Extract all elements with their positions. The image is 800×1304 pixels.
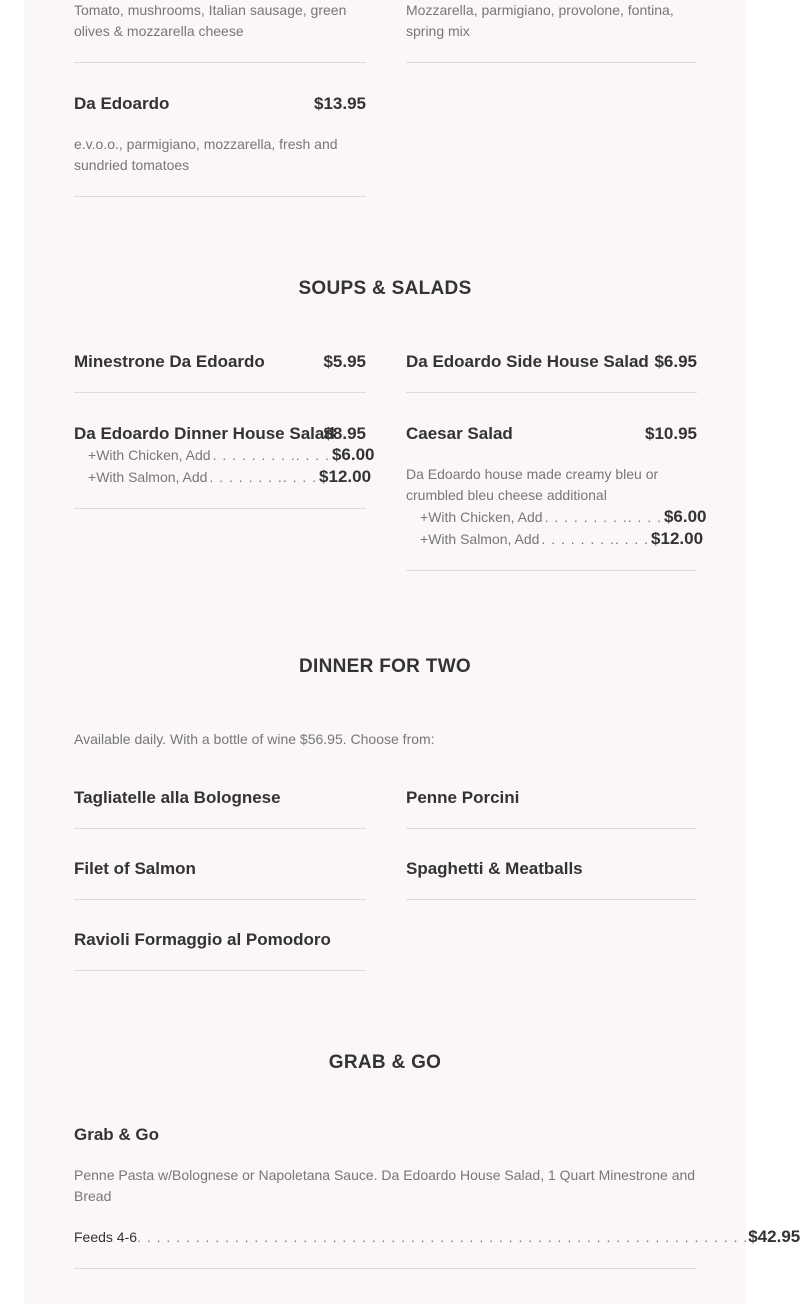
- addon-row: [406, 507, 707, 527]
- divider: [406, 570, 697, 571]
- addon-row: [74, 445, 375, 465]
- section-intro: Available daily. With a bottle of wine $56.95. Choose from:: [74, 731, 435, 747]
- menu-item-name: Grab & Go: [74, 1125, 160, 1144]
- pizza-left-description: Tomato, mushrooms, Italian sausage, green olives & mozzarella cheese: [74, 2, 347, 39]
- section-heading-dinner-for-two: DINNER FOR TWO: [298, 656, 472, 677]
- menu-item-price: $5.95: [323, 352, 366, 371]
- menu-item-name: Ravioli Formaggio al Pomodoro: [74, 930, 331, 949]
- addon-label: With Salmon, Add: [96, 469, 208, 485]
- menu-item-name: Tagliatelle alla Bolognese: [74, 788, 281, 807]
- menu-item-price: $6.95: [654, 352, 697, 371]
- divider: [74, 970, 366, 971]
- divider: [406, 392, 697, 393]
- divider: [406, 899, 697, 900]
- menu-item-description: Penne Pasta w/Bolognese or Napoletana Sauce. Da Edoardo House Salad, 1 Quart Minestrone and Bread: [74, 1167, 696, 1204]
- dot-leader: . . . . . . . . . . . . . . . . . . . . . . . . . . . . . . . . . . . . . . . . . . . . . . . . . . . . . . . . . . . . . . .: [137, 1229, 749, 1245]
- menu-item-description: e.v.o.o., parmigiano, mozzarella, fresh and sundried tomatoes: [74, 136, 338, 173]
- addon-label: With Chicken, Add: [96, 447, 211, 463]
- plus-icon: +: [420, 509, 429, 525]
- menu-item-price: $42.95: [748, 1227, 800, 1246]
- divider: [74, 62, 366, 63]
- section-heading-grab-go: GRAB & GO: [328, 1052, 442, 1073]
- menu-item-price: $8.95: [323, 424, 366, 443]
- plus-icon: +: [88, 469, 97, 485]
- divider: [74, 899, 366, 900]
- menu-item-name: Da Edoardo Dinner House Salad: [74, 424, 335, 443]
- divider: [74, 392, 366, 393]
- pizza-right-description: Mozzarella, parmigiano, provolone, fontina, spring mix: [406, 2, 674, 39]
- menu-item-description: Da Edoardo house made creamy bleu or crumbled bleu cheese additional: [406, 466, 659, 503]
- divider: [74, 196, 366, 197]
- addon-label: With Chicken, Add: [428, 509, 543, 525]
- dot-leader: . . . . . . . .. . . .: [209, 469, 318, 485]
- menu-item-name: Filet of Salmon: [74, 859, 196, 878]
- menu-item-name: Da Edoardo Side House Salad: [406, 352, 649, 371]
- addon-row: [406, 529, 704, 549]
- dot-leader: . . . . . . . . .. . . .: [544, 509, 662, 525]
- divider: [74, 508, 366, 509]
- feeds-label: Feeds 4-6: [74, 1229, 138, 1245]
- menu-item-price: $13.95: [314, 94, 366, 113]
- addon-row: [74, 467, 372, 487]
- addon-price: $6.00: [663, 507, 707, 526]
- divider: [74, 1268, 697, 1269]
- menu-item-name: Caesar Salad: [406, 424, 513, 443]
- menu-item-name: Spaghetti & Meatballs: [406, 859, 583, 878]
- menu-item-name: Minestrone Da Edoardo: [74, 352, 265, 371]
- addon-price: $6.00: [331, 445, 375, 464]
- menu-item-name: Da Edoardo: [74, 94, 170, 113]
- addon-label: With Salmon, Add: [428, 531, 540, 547]
- plus-icon: +: [88, 447, 97, 463]
- addon-price: $12.00: [319, 467, 372, 486]
- divider: [406, 62, 697, 63]
- menu-item-price: $10.95: [645, 424, 697, 443]
- feeds-row: [74, 1227, 800, 1247]
- menu-item-name: Penne Porcini: [406, 788, 520, 807]
- addon-price: $12.00: [651, 529, 704, 548]
- section-heading-soups-salads: SOUPS & SALADS: [298, 278, 472, 299]
- dot-leader: . . . . . . . .. . . .: [541, 531, 650, 547]
- plus-icon: +: [420, 531, 429, 547]
- dot-leader: . . . . . . . . .. . . .: [212, 447, 330, 463]
- divider: [406, 828, 697, 829]
- divider: [74, 828, 366, 829]
